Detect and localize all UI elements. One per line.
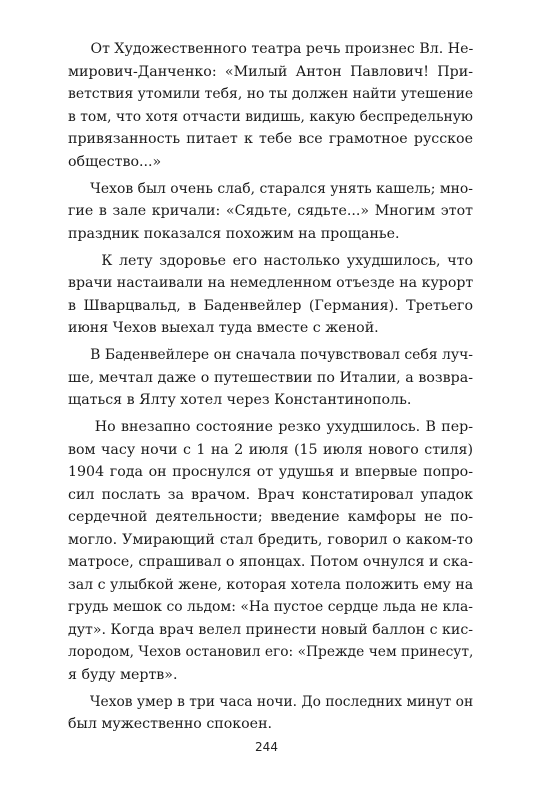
- paragraph-death: [68, 691, 473, 736]
- text-line: мирович-Данченко: «Милый Антон Павлович! При-: [68, 63, 473, 80]
- text-line: Но внезапно состояние резко ухудшилось. В пер-: [68, 419, 473, 435]
- text-line: в том, что хотя отчасти видишь, какую беспредельную: [68, 108, 473, 125]
- text-line: в Шварцвальд, в Баденвейлер (Германия). Третьего: [68, 297, 473, 314]
- text-line: праздник показался похожим на прощанье.: [68, 225, 400, 242]
- text-line: лородом, Чехов остановил его: «Прежде чем принесут,: [68, 644, 474, 660]
- text-line: вом часу ночи с 1 на 2 июля (15 июля нового стиля): [68, 441, 473, 458]
- paragraph-departure: [68, 250, 473, 340]
- page-number: 244: [255, 740, 278, 754]
- book-page-body: [68, 38, 473, 736]
- text-line: я буду мертв».: [68, 666, 178, 683]
- text-line: Чехов был очень слаб, старался унять кашель; мно-: [68, 180, 473, 197]
- text-line: В Баденвейлере он сначала почувствовал себя луч-: [68, 347, 473, 363]
- text-line: июня Чехов выехал туда вместе с женой.: [68, 320, 379, 336]
- text-line: 1904 года он проснулся от удушья и впервые попро-: [68, 464, 473, 480]
- text-line: привязанность питает к тебе все грамотное русское: [68, 131, 473, 147]
- text-line: зал с улыбкой жене, которая хотела положить ему на: [68, 576, 474, 593]
- text-line: грудь мешок со льдом: «На пустое сердце льда не кла-: [68, 599, 473, 615]
- text-line: был мужественно спокоен.: [68, 716, 273, 732]
- text-line: сердечной деятельности; введение камфоры не по-: [68, 509, 473, 525]
- paragraph-final-night: [68, 416, 473, 686]
- text-line: могло. Умирающий стал бредить, говорил о каком-то: [68, 531, 473, 548]
- text-line: общество...»: [68, 153, 162, 170]
- text-line: врачи настаивали на немедленном отъезде на курорт: [68, 275, 474, 291]
- paragraph-speech: [68, 38, 473, 173]
- text-line: сил послать за врачом. Врач констатировал упадок: [68, 486, 473, 503]
- text-line: К лету здоровье его настолько ухудшилось, что: [68, 252, 473, 269]
- text-line: ше, мечтал даже о путешествии по Италии, а возвра-: [68, 369, 473, 386]
- paragraph-badenweiler: [68, 344, 473, 412]
- text-line: матросе, спрашивал о японцах. Потом очнулся и ска-: [68, 554, 473, 570]
- text-line: гие в зале кричали: «Сядьте, сядьте...» Многим этот: [68, 203, 473, 219]
- text-line: ветствия утомили тебя, но ты должен найти утешение: [68, 86, 474, 102]
- paragraph-weakness: [68, 178, 473, 246]
- text-line: дут». Когда врач велел принести новый баллон с кис-: [68, 621, 474, 638]
- text-line: Чехов умер в три часа ночи. До последних минут он: [68, 693, 474, 710]
- text-line: От Художественного театра речь произнес Вл. Не-: [68, 41, 474, 57]
- text-line: щаться в Ялту хотел через Константинополь.: [68, 392, 412, 408]
